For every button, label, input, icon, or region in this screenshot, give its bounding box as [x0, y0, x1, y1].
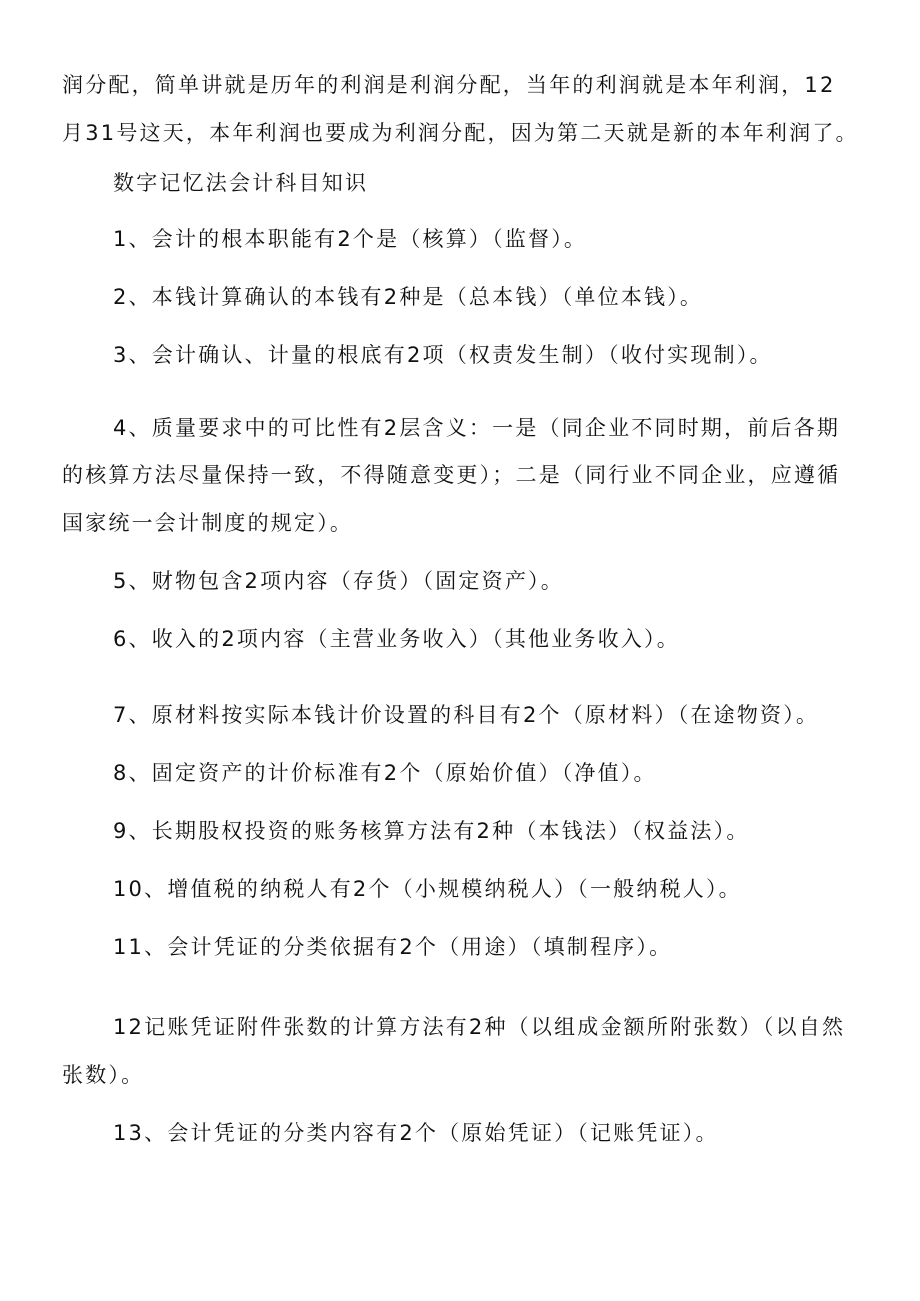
intro-line-2: 月31号这天，本年利润也要成为利润分配，因为第二天就是新的本年利润了。 [62, 121, 859, 145]
list-item-4-line-2: 的核算方法尽量保持一致，不得随意变更）；二是（同行业不同企业，应遵循 [62, 463, 841, 487]
list-item-8: 8、固定资产的计价标准有2个（原始价值）（净值）。 [113, 761, 657, 785]
list-item-7: 7、原材料按实际本钱计价设置的科目有2个（原材料）（在途物资）。 [113, 703, 820, 727]
list-item-11: 11、会计凭证的分类依据有2个（用途）（填制程序）。 [113, 935, 673, 959]
list-item-6: 6、收入的2项内容（主营业务收入）（其他业务收入）。 [113, 627, 680, 651]
list-item-12-line-1: 12记账凭证附件张数的计算方法有2种（以组成金额所附张数）（以自然 [113, 1015, 846, 1039]
list-item-5: 5、财物包含2项内容（存货）（固定资产）。 [113, 569, 564, 593]
section-title: 数字记忆法会计科目知识 [113, 171, 369, 195]
list-item-1: 1、会计的根本职能有2个是（核算）（监督）。 [113, 227, 588, 251]
list-item-2: 2、本钱计算确认的本钱有2种是（总本钱）（单位本钱）。 [113, 285, 704, 309]
list-item-9: 9、长期股权投资的账务核算方法有2种（本钱法）（权益法）。 [113, 819, 750, 843]
list-item-3: 3、会计确认、计量的根底有2项（权责发生制）（收付实现制）。 [113, 343, 773, 367]
intro-line-1: 润分配，简单讲就是历年的利润是利润分配，当年的利润就是本年利润，12 [62, 73, 836, 97]
list-item-10: 10、增值税的纳税人有2个（小规模纳税人）（一般纳税人）。 [113, 877, 742, 901]
list-item-4-line-1: 4、质量要求中的可比性有2层含义：一是（同企业不同时期，前后各期 [113, 416, 841, 440]
list-item-12-line-2: 张数）。 [62, 1063, 145, 1087]
list-item-13: 13、会计凭证的分类内容有2个（原始凭证）（记账凭证）。 [113, 1121, 719, 1145]
list-item-4-line-3: 国家统一会计制度的规定）。 [62, 511, 354, 535]
